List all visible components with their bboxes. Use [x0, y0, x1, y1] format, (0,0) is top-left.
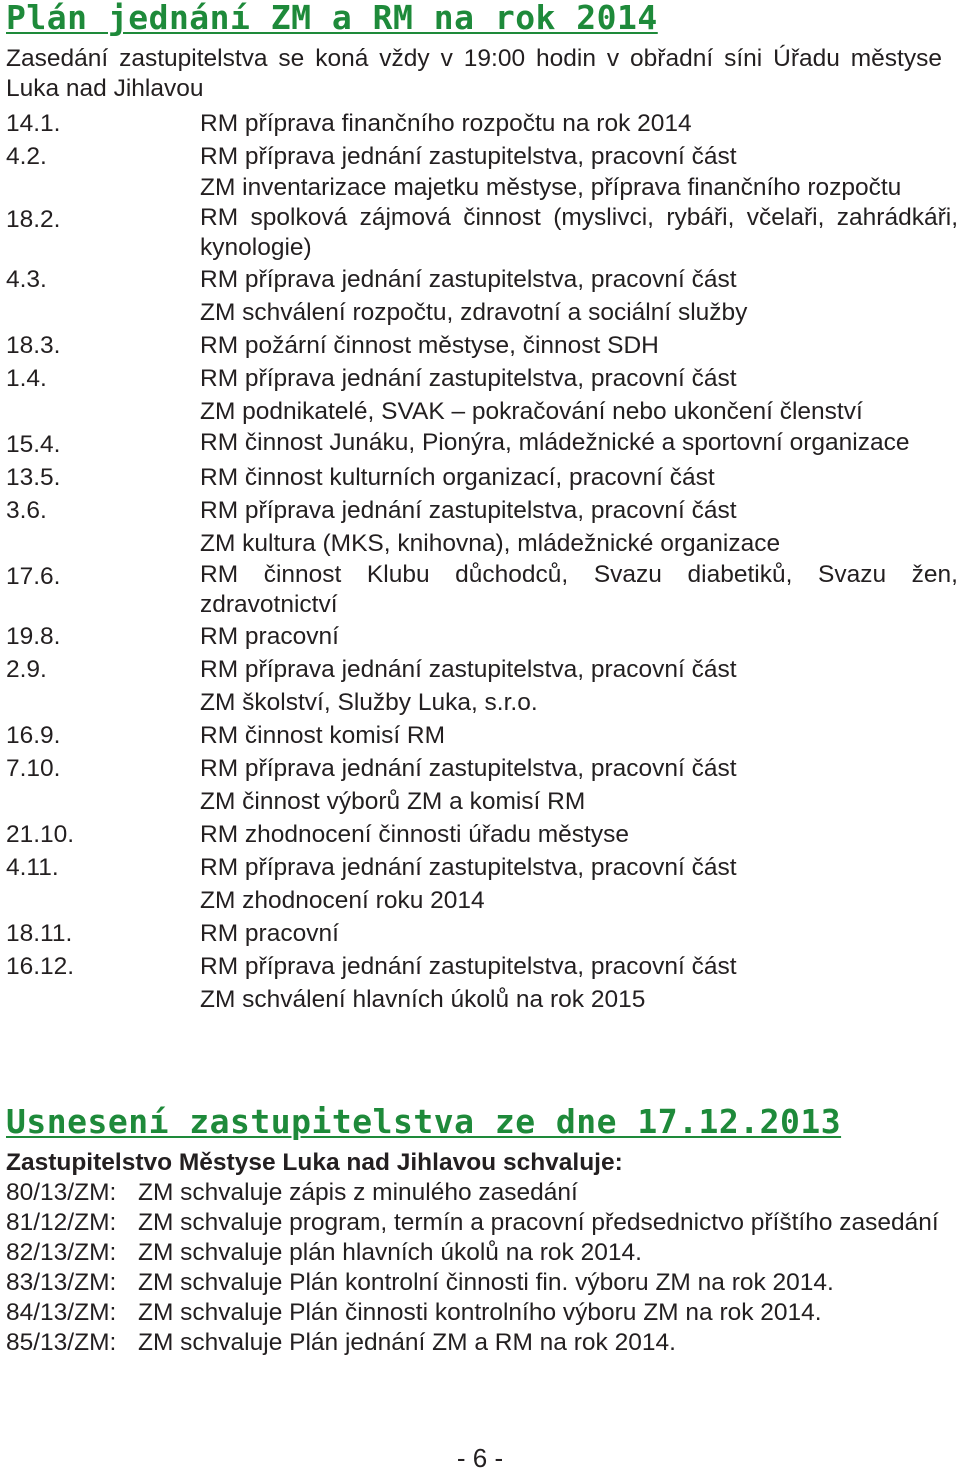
schedule-row	[6, 917, 958, 950]
schedule-item: ZM činnost výborů ZM a komisí RM	[200, 788, 586, 815]
resolution-code: 84/13/ZM:	[6, 1299, 117, 1326]
schedule-date: 3.6.	[6, 497, 47, 524]
schedule-date: 7.10.	[6, 755, 61, 782]
schedule-date: 17.6.	[6, 563, 61, 590]
schedule-items	[200, 461, 958, 494]
schedule-items	[200, 653, 958, 719]
schedule-row	[6, 428, 958, 461]
schedule-row	[6, 851, 958, 917]
resolution-item	[6, 1238, 944, 1268]
plan-intro: Zasedání zastupitelstva se koná vždy v 19:00 hodin v obřadní síni Úřadu městyse Luka nad Jihlavou	[6, 45, 942, 102]
schedule-item: RM činnost Klubu důchodců, Svazu diabetiků, Svazu žen, zdravotnictví	[200, 561, 958, 618]
resolution-text: ZM schvaluje Plán činnosti kontrolního výboru ZM na rok 2014.	[138, 1299, 822, 1326]
schedule-items	[200, 203, 958, 263]
schedule-items	[200, 107, 958, 140]
schedule-items	[200, 329, 958, 362]
schedule-date: 19.8.	[6, 623, 61, 650]
resolutions-section	[6, 1148, 944, 1358]
meeting-schedule	[6, 107, 958, 1016]
schedule-items	[200, 818, 958, 851]
schedule-item: RM činnost kulturních organizací, pracovní část	[200, 464, 715, 491]
resolution-text: ZM schvaluje Plán kontrolní činnosti fin. výboru ZM na rok 2014.	[138, 1269, 834, 1296]
resolutions-list	[6, 1178, 944, 1358]
resolution-item	[6, 1178, 944, 1208]
schedule-row	[6, 203, 958, 263]
schedule-item: RM činnost komisí RM	[200, 722, 446, 749]
schedule-item: RM pracovní	[200, 623, 339, 650]
schedule-date: 16.12.	[6, 953, 75, 980]
schedule-items	[200, 917, 958, 950]
schedule-date: 14.1.	[6, 110, 61, 137]
schedule-items	[200, 620, 958, 653]
schedule-item: RM příprava jednání zastupitelstva, pracovní část	[200, 854, 737, 881]
resolution-item	[6, 1328, 944, 1358]
schedule-items	[200, 560, 958, 620]
schedule-date: 1.4.	[6, 365, 47, 392]
resolution-text: ZM schvaluje plán hlavních úkolů na rok 2014.	[138, 1239, 642, 1266]
schedule-item: RM příprava finančního rozpočtu na rok 2014	[200, 110, 692, 137]
resolution-code: 83/13/ZM:	[6, 1269, 117, 1296]
schedule-date: 4.11.	[6, 854, 59, 881]
schedule-item: RM činnost Junáku, Pionýra, mládežnické a sportovní organizace	[200, 429, 910, 456]
schedule-row	[6, 362, 958, 428]
schedule-row	[6, 950, 958, 1016]
schedule-item: ZM školství, Služby Luka, s.r.o.	[200, 689, 538, 716]
schedule-items	[200, 428, 958, 461]
schedule-date: 16.9.	[6, 722, 61, 749]
schedule-date: 18.3.	[6, 332, 61, 359]
page-number: - 6 -	[456, 1443, 504, 1473]
schedule-row	[6, 329, 958, 362]
resolution-code: 81/12/ZM:	[6, 1209, 117, 1236]
schedule-item: ZM kultura (MKS, knihovna), mládežnické organizace	[200, 530, 781, 557]
resolution-code: 80/13/ZM:	[6, 1179, 117, 1206]
resolution-item	[6, 1268, 944, 1298]
schedule-items	[200, 140, 958, 203]
schedule-item: RM zhodnocení činnosti úřadu městyse	[200, 821, 629, 848]
schedule-items	[200, 494, 958, 560]
schedule-items	[200, 752, 958, 818]
plan-title: Plán jednání ZM a RM na rok 2014	[6, 0, 658, 37]
schedule-date: 4.2.	[6, 143, 47, 170]
resolution-code: 82/13/ZM:	[6, 1239, 117, 1266]
schedule-item: RM příprava jednání zastupitelstva, pracovní část	[200, 497, 737, 524]
schedule-item: RM požární činnost městyse, činnost SDH	[200, 332, 659, 359]
schedule-row	[6, 818, 958, 851]
schedule-items	[200, 950, 958, 1016]
schedule-date: 15.4.	[6, 431, 61, 458]
schedule-items	[200, 851, 958, 917]
schedule-item: ZM zhodnocení roku 2014	[200, 887, 485, 914]
schedule-date: 18.2.	[6, 206, 61, 233]
schedule-row	[6, 653, 958, 719]
schedule-items	[200, 263, 958, 329]
resolution-code: 85/13/ZM:	[6, 1329, 117, 1356]
schedule-row	[6, 461, 958, 494]
schedule-date: 18.11.	[6, 920, 73, 947]
schedule-row	[6, 494, 958, 560]
schedule-item: ZM schválení rozpočtu, zdravotní a sociální služby	[200, 299, 748, 326]
schedule-item: RM příprava jednání zastupitelstva, pracovní část	[200, 755, 737, 782]
schedule-item: RM příprava jednání zastupitelstva, pracovní část	[200, 365, 737, 392]
schedule-item: RM příprava jednání zastupitelstva, pracovní část	[200, 143, 737, 170]
resolution-item	[6, 1298, 944, 1328]
schedule-item: RM spolková zájmová činnost (myslivci, rybáři, včelaři, zahrádkáři, kynologie)	[200, 204, 958, 261]
schedule-row	[6, 263, 958, 329]
resolution-item	[6, 1208, 944, 1238]
schedule-row	[6, 560, 958, 620]
schedule-date: 13.5.	[6, 464, 61, 491]
resolution-text: ZM schvaluje Plán jednání ZM a RM na rok 2014.	[138, 1329, 676, 1356]
schedule-item: RM pracovní	[200, 920, 339, 947]
schedule-item: RM příprava jednání zastupitelstva, pracovní část	[200, 953, 737, 980]
schedule-date: 4.3.	[6, 266, 47, 293]
schedule-item: RM příprava jednání zastupitelstva, pracovní část	[200, 266, 737, 293]
schedule-row	[6, 140, 958, 203]
resolutions-intro: Zastupitelstvo Městyse Luka nad Jihlavou schvaluje:	[6, 1149, 623, 1176]
schedule-item: ZM schválení hlavních úkolů na rok 2015	[200, 986, 646, 1013]
schedule-items	[200, 362, 958, 428]
resolution-text: ZM schvaluje zápis z minulého zasedání	[138, 1179, 578, 1206]
schedule-date: 21.10.	[6, 821, 75, 848]
resolutions-title: Usnesení zastupitelstva ze dne 17.12.2013	[6, 1102, 842, 1141]
schedule-date: 2.9.	[6, 656, 47, 683]
schedule-row	[6, 107, 958, 140]
resolution-text: ZM schvaluje program, termín a pracovní předsednictvo příštího zasedání	[138, 1209, 939, 1236]
schedule-item: RM příprava jednání zastupitelstva, pracovní část	[200, 656, 737, 683]
schedule-row	[6, 620, 958, 653]
schedule-item: ZM podnikatelé, SVAK – pokračování nebo ukončení členství	[200, 398, 863, 425]
schedule-item: ZM inventarizace majetku městyse, příprava finančního rozpočtu	[200, 174, 902, 201]
schedule-row	[6, 719, 958, 752]
schedule-items	[200, 719, 958, 752]
schedule-row	[6, 752, 958, 818]
